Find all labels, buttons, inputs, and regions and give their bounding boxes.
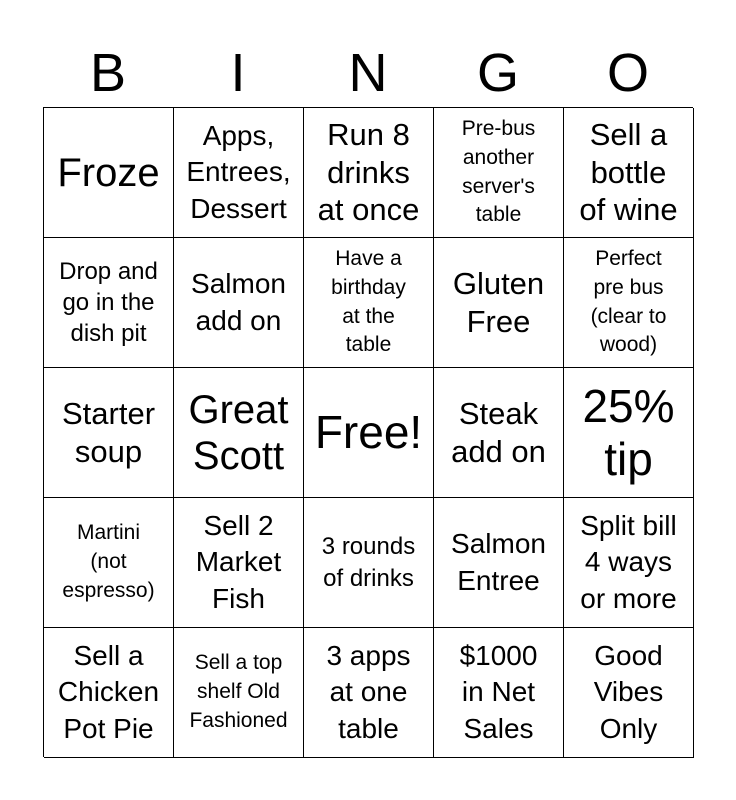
bingo-cell-r1c2[interactable] [174,108,304,238]
bingo-cell-r4c1[interactable] [44,498,174,628]
bingo-cell-r5c3[interactable] [304,628,434,758]
header-letter-n: N [348,43,388,103]
bingo-cell-r3c5[interactable] [564,368,694,498]
bingo-cell-r1c1[interactable] [44,108,174,238]
bingo-cell-r5c2[interactable] [174,628,304,758]
cell-text: Sell a top shelf Old Fashioned [189,651,288,732]
cell-text: Sell a bottle of wine [579,116,678,228]
bingo-cell-r2c5[interactable] [564,238,694,368]
bingo-cell-r2c2[interactable] [174,238,304,368]
bingo-cell-r1c4[interactable] [434,108,564,238]
cell-text: Split bill 4 ways or more [580,509,677,614]
cell-text: Good Vibes Only [593,639,664,744]
bingo-cell-r3c1[interactable] [44,368,174,498]
cell-text: $1000 in Net Sales [459,639,538,744]
cell-text: Steak add on [451,395,546,469]
cell-text: Froze [57,150,160,195]
bingo-cell-r4c2[interactable] [174,498,304,628]
cell-text: Sell 2 Market Fish [195,509,282,614]
bingo-cell-r2c3[interactable] [304,238,434,368]
bingo-cell-r4c5[interactable] [564,498,694,628]
cell-text: Gluten Free [452,265,545,339]
bingo-header [43,40,693,106]
bingo-cell-r3c4[interactable] [434,368,564,498]
cell-text: Martini (not espresso) [62,521,155,602]
header-letter-b: B [89,43,127,103]
cell-text: Salmon add on [191,268,286,336]
bingo-cell-r2c4[interactable] [434,238,564,368]
bingo-cell-free[interactable] [304,368,434,498]
cell-text: 25% tip [582,379,675,485]
bingo-cell-r5c1[interactable] [44,628,174,758]
bingo-cell-r1c3[interactable] [304,108,434,238]
bingo-cell-r5c5[interactable] [564,628,694,758]
cell-text: 3 rounds of drinks [321,533,416,592]
cell-text: Apps, Entrees, Dessert [186,119,291,224]
bingo-cell-r4c3[interactable] [304,498,434,628]
cell-text: Pre-bus another server's table [461,116,536,227]
cell-text: 3 apps at one table [326,639,411,744]
bingo-cell-r2c1[interactable] [44,238,174,368]
cell-text: Have a birthday at the table [331,246,406,357]
header-letter-o: O [606,43,649,103]
cell-text: Great Scott [188,387,289,478]
free-space-text: Free! [314,406,423,459]
cell-text: Perfect pre bus (clear to wood) [590,246,667,357]
bingo-cell-r3c2[interactable] [174,368,304,498]
bingo-board [43,107,693,757]
cell-text: Salmon Entree [451,528,546,596]
bingo-cell-r5c4[interactable] [434,628,564,758]
header-letter-g: G [476,43,519,103]
header-letter-i: I [230,43,246,103]
bingo-cell-r4c4[interactable] [434,498,564,628]
cell-text: Drop and go in the dish pit [59,257,158,348]
cell-text: Sell a Chicken Pot Pie [57,639,160,744]
cell-text: Run 8 drinks at once [317,116,420,228]
cell-text: Starter soup [61,395,156,469]
bingo-cell-r1c5[interactable] [564,108,694,238]
